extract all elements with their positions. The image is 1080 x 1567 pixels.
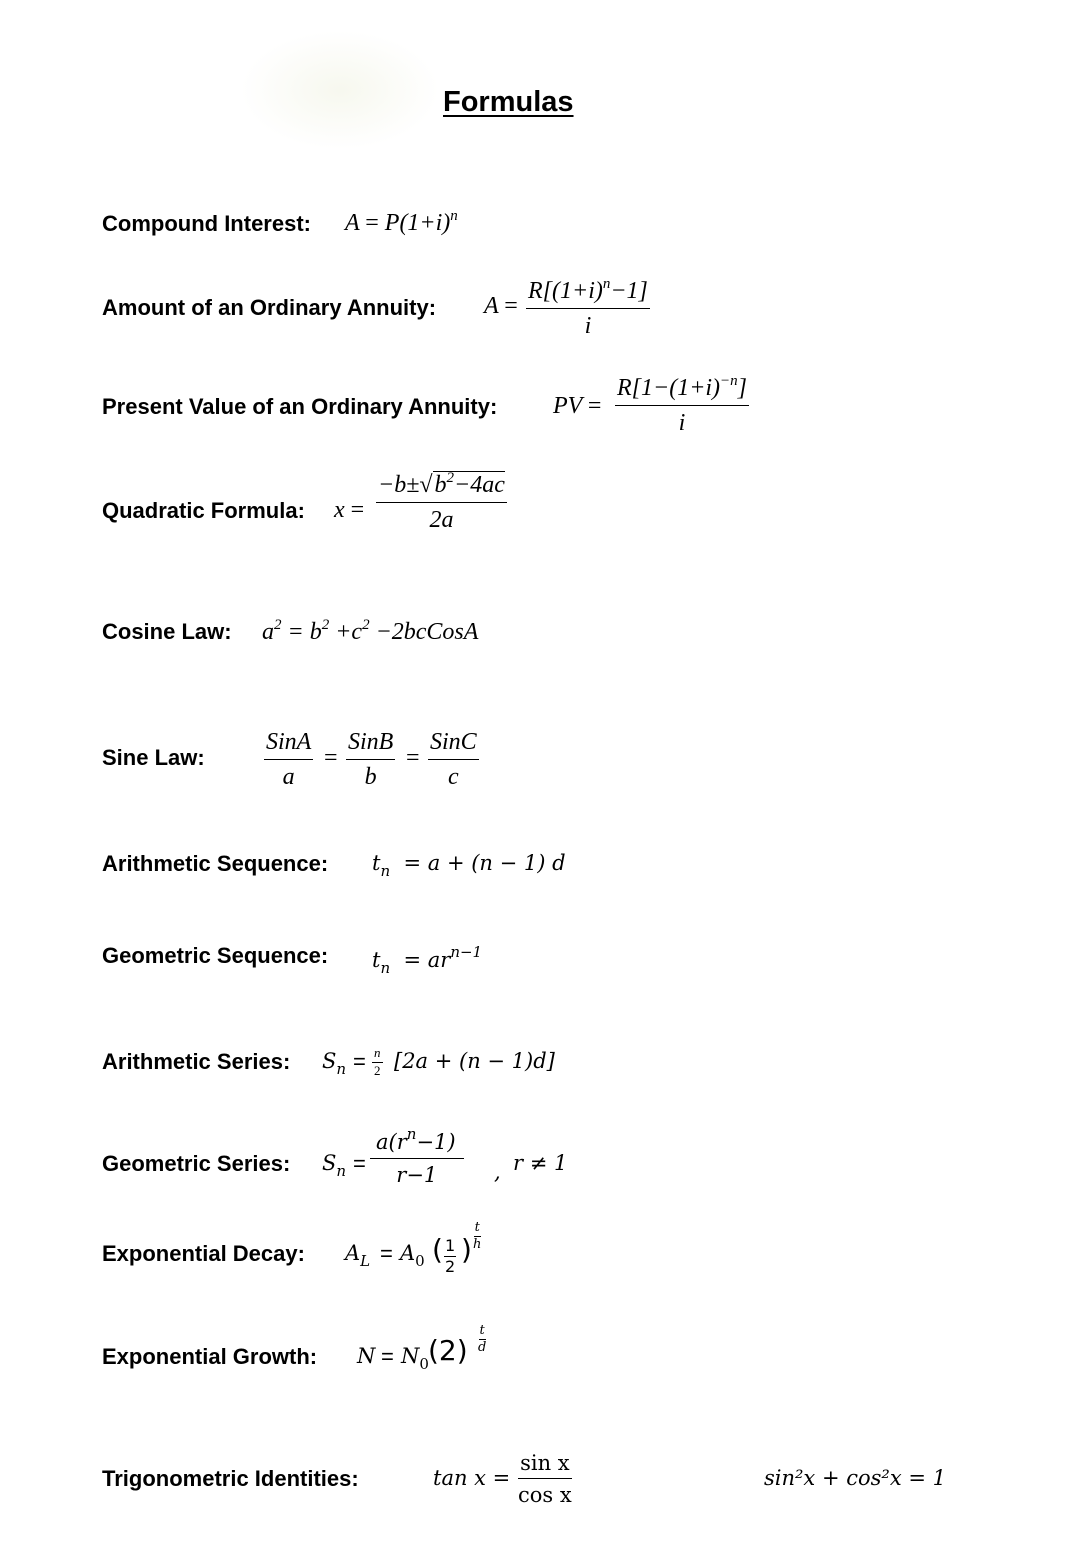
arithmetic-series-lhs: $S_n$ xyxy=(322,1049,347,1078)
exponential-decay-a0: $A_0$ xyxy=(400,1241,425,1270)
exponential-growth-base: (2) xyxy=(428,1334,468,1367)
quadratic-fraction: $\frac{-b\pm√b^2-4ac}{2a}$ xyxy=(378,470,505,533)
present-value-label: Present Value of an Ordinary Annuity: xyxy=(102,394,498,419)
arithmetic-series-label: Arithmetic Series: xyxy=(102,1049,291,1074)
quadratic-lhs: x = xyxy=(334,497,365,523)
trig-tan-lhs: tan x = xyxy=(433,1466,511,1490)
sine-law-fraction-b: SinB b xyxy=(348,729,394,790)
ordinary-annuity-fraction: $\frac{R[(1+i)^n-1]}{i}$ xyxy=(528,276,648,339)
exponential-decay-left-paren: ( xyxy=(432,1233,443,1266)
exponential-decay-label: Exponential Decay: xyxy=(102,1241,305,1266)
present-value-fraction: $\frac{R[1-(1+i)^{-n}]}{i}$ xyxy=(617,373,748,436)
exponential-growth-exponent: $\frac{t}{d}$ xyxy=(478,1323,487,1355)
sine-law-equals-1: = xyxy=(324,745,338,771)
geometric-series-equals: = xyxy=(353,1151,366,1176)
sine-law-fraction-a: SinA a xyxy=(266,729,312,790)
geometric-series-label: Geometric Series: xyxy=(102,1151,291,1176)
ordinary-annuity-lhs: A = xyxy=(484,293,518,319)
geometric-series-comma: , xyxy=(494,1160,501,1184)
sine-law-fraction-c: SinC c xyxy=(430,729,477,790)
arithmetic-series-fraction: $\frac{n}{2}$ xyxy=(374,1045,381,1078)
arithmetic-sequence-label: Arithmetic Sequence: xyxy=(102,851,329,876)
geometric-series-condition: r ≠ 1 xyxy=(513,1151,568,1175)
compound-interest-formula: $A = P(1+i)^n$ xyxy=(345,208,458,236)
geometric-series-fraction: $\frac{a(r^n-1)}{r-1}$ xyxy=(370,1125,464,1187)
cosine-law-label: Cosine Law: xyxy=(102,619,232,644)
present-value-lhs: PV = xyxy=(553,393,602,419)
geometric-sequence-label: Geometric Sequence: xyxy=(102,943,329,968)
cosine-law-formula: $a^2 = b^2 +c^2$ −2bcCosA xyxy=(262,617,479,645)
exponential-growth-n0: $N_0$ xyxy=(401,1344,429,1373)
arithmetic-sequence-formula: $t_n = a + (n - 1)$ d xyxy=(372,851,566,880)
geometric-series-lhs: $S_n$ xyxy=(322,1151,347,1180)
compound-interest-label: Compound Interest: xyxy=(102,211,311,236)
sine-law-label: Sine Law: xyxy=(102,745,205,770)
faint-smudge xyxy=(240,30,440,150)
arithmetic-series-equals: = xyxy=(353,1049,366,1074)
exponential-decay-lhs: $A_L$ xyxy=(345,1241,371,1270)
trig-identities-label: Trigonometric Identities: xyxy=(102,1466,359,1491)
trig-tan-fraction: $\frac{\text{sin x}}{\text{cos x}}$ xyxy=(518,1451,572,1507)
exponential-decay-right-paren: ) xyxy=(461,1233,472,1266)
trig-pythagorean-identity: sin²x + cos²x = 1 xyxy=(764,1466,946,1490)
exponential-growth-lhs: N xyxy=(357,1344,376,1368)
exponential-growth-equals: = xyxy=(381,1344,394,1369)
geometric-sequence-formula: $t_n = ar^{n-1}$ xyxy=(372,943,483,977)
quadratic-label: Quadratic Formula: xyxy=(102,498,305,523)
arithmetic-series-rhs: [2a + (n − 1)d] xyxy=(394,1049,555,1073)
exponential-decay-exponent: $\frac{t}{h}$ xyxy=(473,1220,482,1252)
page-title: Formulas xyxy=(443,86,574,118)
exponential-growth-label: Exponential Growth: xyxy=(102,1344,318,1369)
ordinary-annuity-label: Amount of an Ordinary Annuity: xyxy=(102,295,437,320)
sine-law-equals-2: = xyxy=(406,745,420,771)
exponential-decay-half: $\frac{1}{2}$ xyxy=(445,1236,456,1276)
exponential-decay-equals: = xyxy=(380,1241,393,1266)
